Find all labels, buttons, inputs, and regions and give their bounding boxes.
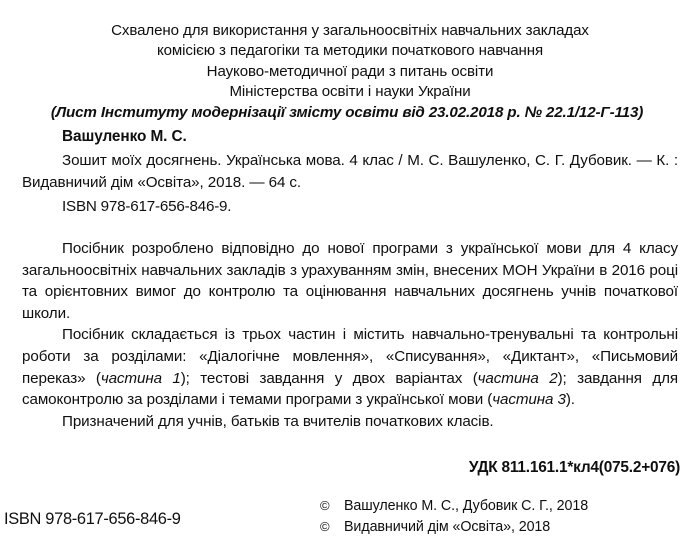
copyright-icon: © — [320, 518, 330, 534]
approval-line-4: Міністерства освіти і науки України — [229, 82, 471, 100]
p2-part-3: ); завдання для самоконтролю за розділами і темами програми з української мови ( — [22, 369, 678, 409]
udc-code: УДК 811.161.1*кл4(075.2+076) — [468, 459, 680, 476]
p2-italic-2: частина 2 — [477, 369, 558, 387]
author-heading: Вашуленко М. С. — [62, 128, 187, 145]
approval-statement — [0, 21, 700, 123]
p2-part-1: Посібник складається із трьох частин і містить навчально-тренувальні та контрольні роботи за розділами: «Діалогічне мовлення», «Списування», «Диктант», «Письмовий переказ» ( — [22, 326, 678, 387]
approval-line-3: Науково-методичної ради з питань освіти — [206, 62, 494, 80]
p2-part-4: ). — [565, 391, 575, 409]
annotation-paragraph-1: Посібник розроблено відповідно до нової програми з української мови для 4 класу загальноосвітніх навчальних закладів з урахуванням змін, внесених МОН України в 2016 році та орієнтовних вимог до контролю та оцінювання навчальних досягнень учнів початкової школи. — [22, 240, 678, 322]
isbn-inner: ISBN 978-617-656-846-9. — [62, 198, 232, 215]
copyright-row-authors — [320, 496, 588, 517]
approval-line-1: Схвалено для використання у загальноосвітніх навчальних закладах — [111, 22, 589, 39]
copyright-authors-text: Вашуленко М. С., Дубовик С. Г., 2018 — [344, 498, 589, 514]
annotation-body — [22, 238, 678, 432]
annotation-paragraph-3: Призначений для учнів, батьків та вчителів початкових класів. — [62, 412, 494, 430]
approval-letter-reference: (Лист Інституту модернізації змісту освіти від 23.02.2018 р. № 22.1/12-Г-113) — [50, 104, 644, 122]
bibliographic-description: Зошит моїх досягнень. Українська мова. 4 клас / М. С. Вашуленко, С. Г. Дубовик. — К. : Видавничий дім «Освіта», 2018. — 64 с. — [22, 152, 678, 191]
p2-italic-3: частина 3 — [492, 391, 566, 409]
copyright-icon: © — [320, 498, 330, 513]
copyright-publisher-text: Видавничий дім «Освіта», 2018 — [344, 518, 551, 535]
annotation-paragraph-2 — [22, 324, 678, 410]
approval-line-2: комісією з педагогіки та методики початкового навчання — [156, 42, 544, 60]
p2-part-2: ); тестові завдання у двох варіантах ( — [180, 369, 478, 387]
isbn-footer: ISBN 978-617-656-846-9 — [4, 510, 181, 528]
copyright-block — [320, 496, 588, 537]
copyright-row-publisher — [320, 517, 588, 538]
p2-italic-1: частина 1 — [100, 369, 181, 387]
